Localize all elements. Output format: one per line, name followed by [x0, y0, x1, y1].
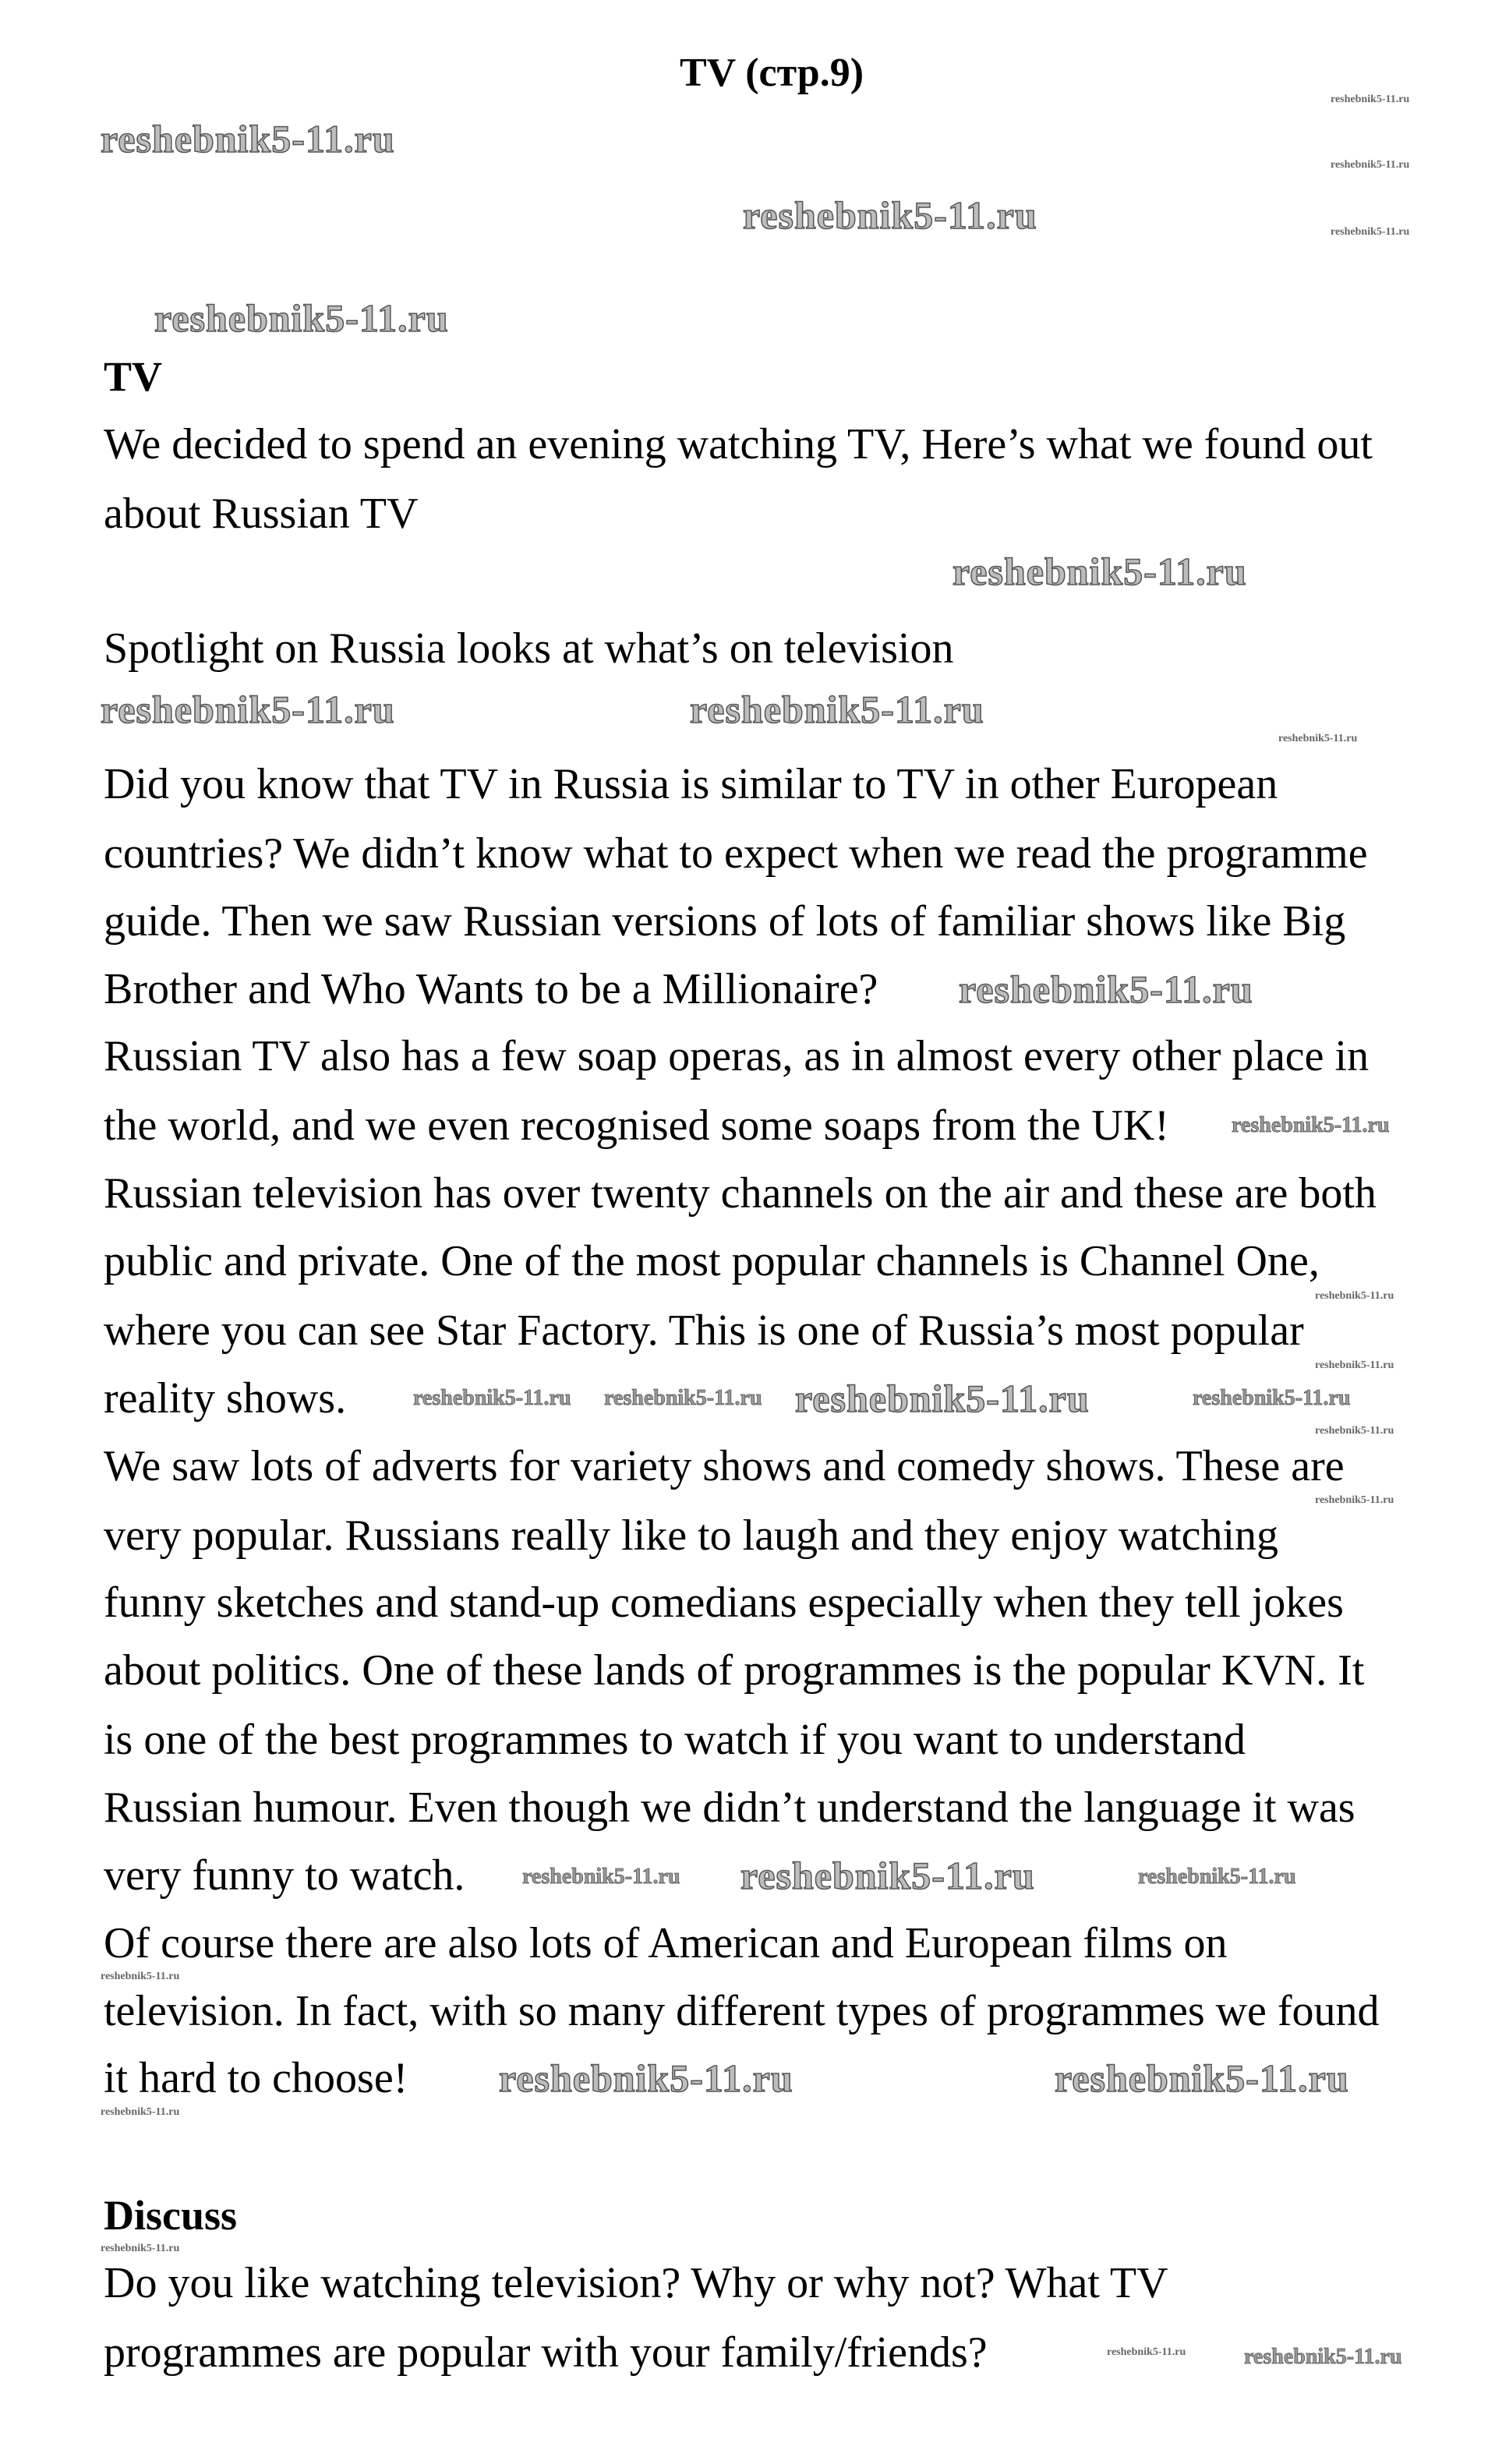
article-heading: TV: [104, 353, 163, 400]
watermark: reshebnik5-11.ru: [743, 193, 1037, 237]
body-line: television. In fact, with so many different types of programmes we found: [104, 1987, 1380, 2035]
watermark: reshebnik5-11.ru: [1315, 1290, 1394, 1302]
body-line: Of course there are also lots of American and European films on: [104, 1919, 1228, 1967]
body-line: Russian humour. Even though we didn’t understand the language it was: [104, 1783, 1355, 1832]
body-line: public and private. One of the most popular channels is Channel One,: [104, 1237, 1320, 1285]
discuss-line: programmes are popular with your family/friends?: [104, 2328, 988, 2377]
body-line: We saw lots of adverts for variety shows and comedy shows. These are: [104, 1442, 1345, 1490]
body-line: Did you know that TV in Russia is similar to TV in other European: [104, 760, 1278, 808]
watermark: reshebnik5-11.ru: [154, 296, 449, 340]
body-line: very funny to watch.: [104, 1851, 465, 1900]
body-line: Brother and Who Wants to be a Millionaire?: [104, 965, 878, 1013]
watermark: reshebnik5-11.ru: [1331, 226, 1410, 238]
watermark: reshebnik5-11.ru: [413, 1386, 571, 1410]
body-line: countries? We didn’t know what to expect when we read the programme: [104, 829, 1368, 878]
intro-line: We decided to spend an evening watching TV, Here’s what we found out: [104, 420, 1373, 468]
watermark: reshebnik5-11.ru: [1315, 1494, 1394, 1506]
watermark: reshebnik5-11.ru: [101, 2243, 180, 2254]
body-line: is one of the best programmes to watch if you want to understand: [104, 1716, 1246, 1764]
watermark: reshebnik5-11.ru: [101, 2106, 180, 2118]
watermark: reshebnik5-11.ru: [740, 1854, 1035, 1897]
body-line: about politics. One of these lands of programmes is the popular KVN. It: [104, 1646, 1365, 1695]
page-title: TV (стр.9): [679, 51, 864, 95]
watermark: reshebnik5-11.ru: [101, 1971, 180, 1982]
watermark: reshebnik5-11.ru: [959, 967, 1253, 1011]
watermark: reshebnik5-11.ru: [1315, 1359, 1394, 1371]
discuss-heading: Discuss: [104, 2192, 238, 2239]
watermark: reshebnik5-11.ru: [1244, 2345, 1402, 2369]
watermark: reshebnik5-11.ru: [1331, 94, 1410, 105]
intro-line: about Russian TV: [104, 490, 419, 538]
watermark: reshebnik5-11.ru: [1055, 2056, 1349, 2100]
body-line: funny sketches and stand-up comedians especially when they tell jokes: [104, 1578, 1344, 1627]
watermark: reshebnik5-11.ru: [1138, 1865, 1296, 1889]
watermark: reshebnik5-11.ru: [1278, 733, 1358, 744]
body-line: reality shows.: [104, 1374, 347, 1423]
body-line: guide. Then we saw Russian versions of lots of familiar shows like Big: [104, 897, 1346, 946]
body-line: Russian TV also has a few soap operas, as in almost every other place in: [104, 1032, 1370, 1080]
watermark: reshebnik5-11.ru: [522, 1865, 680, 1889]
watermark: reshebnik5-11.ru: [604, 1386, 762, 1410]
watermark: reshebnik5-11.ru: [101, 117, 395, 161]
watermark: reshebnik5-11.ru: [952, 550, 1247, 593]
body-line: the world, and we even recognised some soaps from the UK!: [104, 1101, 1169, 1150]
body-line: Russian television has over twenty channels on the air and these are both: [104, 1169, 1377, 1218]
watermark: reshebnik5-11.ru: [101, 688, 395, 731]
body-line: where you can see Star Factory. This is one of Russia’s most popular: [104, 1306, 1304, 1355]
watermark: reshebnik5-11.ru: [690, 688, 984, 731]
watermark: reshebnik5-11.ru: [1232, 1113, 1390, 1137]
watermark: reshebnik5-11.ru: [1315, 1425, 1394, 1437]
watermark: reshebnik5-11.ru: [1193, 1386, 1351, 1410]
watermark: reshebnik5-11.ru: [1331, 159, 1410, 171]
watermark: reshebnik5-11.ru: [1107, 2346, 1186, 2358]
discuss-line: Do you like watching television? Why or why not? What TV: [104, 2259, 1168, 2307]
watermark: reshebnik5-11.ru: [795, 1377, 1090, 1420]
watermark: reshebnik5-11.ru: [499, 2056, 793, 2100]
article-subtitle: Spotlight on Russia looks at what’s on television: [104, 624, 954, 673]
body-line: it hard to choose!: [104, 2054, 408, 2102]
body-line: very popular. Russians really like to laugh and they enjoy watching: [104, 1511, 1278, 1560]
